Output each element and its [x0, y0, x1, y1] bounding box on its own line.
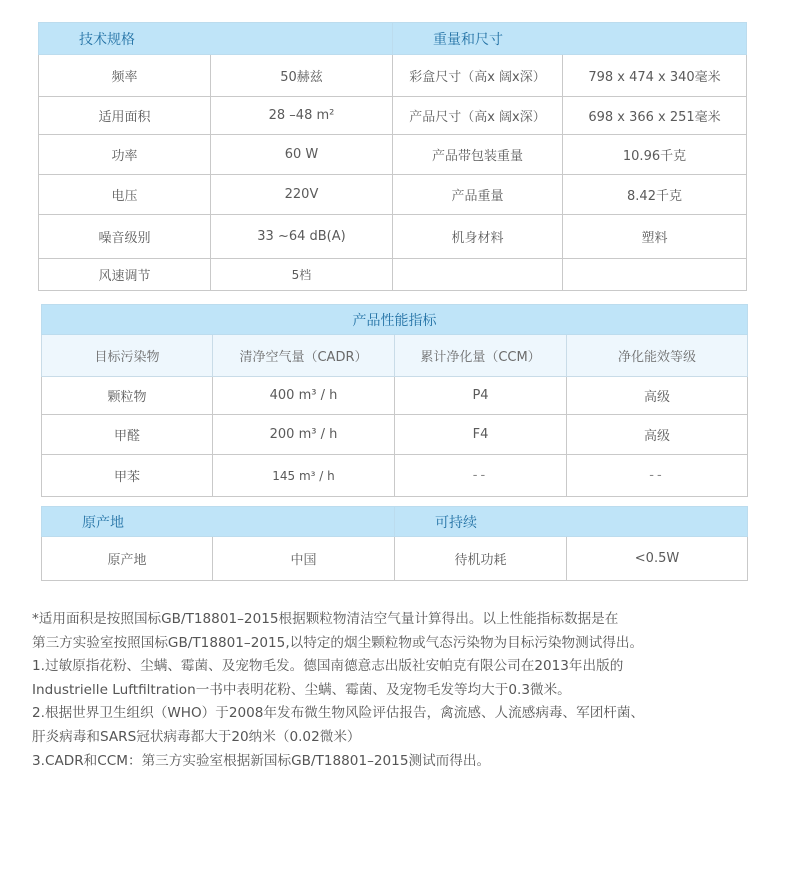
- spec-label: 机身材料: [393, 215, 563, 259]
- footnote-line: 3.CADR和CCM：第三方实验室根据新国标GB/T18801–2015测试而得出。: [32, 752, 491, 769]
- specs-header: 技术规格: [39, 23, 393, 55]
- origin-table: [41, 506, 748, 581]
- footnote-line: Industrielle Luftfiltration一书中表明花粉、尘螨、霉菌、及宠物毛发等均大于0.3微米。: [32, 681, 571, 698]
- footnote-line: 第三方实验室按照国标GB/T18801–2015,以特定的烟尘颗粒物或气态污染物为目标污染物测试得出。: [32, 634, 644, 651]
- spec-label: 电压: [39, 175, 211, 215]
- spec-value: 5档: [211, 259, 393, 291]
- column-header: 清净空气量（CADR）: [213, 335, 395, 377]
- origin-value: 中国: [213, 537, 395, 581]
- table-row: [39, 55, 747, 97]
- sustainability-header: 可持续: [395, 507, 748, 537]
- spec-label: 产品带包装重量: [393, 135, 563, 175]
- origin-header: 原产地: [42, 507, 395, 537]
- cadr-cell: 400 m³ / h: [213, 377, 395, 415]
- table-row: [39, 215, 747, 259]
- footnote-line: *适用面积是按照国标GB/T18801–2015根据颗粒物清洁空气量计算得出。以上性能指标数据是在: [32, 611, 619, 627]
- column-headers: [42, 335, 748, 377]
- spec-value: 塑料: [563, 215, 747, 259]
- spec-label: 频率: [39, 55, 211, 97]
- spec-value: 798 x 474 x 340毫米: [563, 55, 747, 97]
- origin-label: 原产地: [42, 537, 213, 581]
- spec-label: 噪音级别: [39, 215, 211, 259]
- standby-power-value: <0.5W: [567, 537, 748, 581]
- pollutant-cell: 颗粒物: [42, 377, 213, 415]
- spec-value: 33 ~64 dB(A): [211, 215, 393, 259]
- footnote-line: 1.过敏原指花粉、尘螨、霉菌、及宠物毛发。德国南德意志出版社安帕克有限公司在2013年出版的: [32, 658, 624, 675]
- specs-table: [38, 22, 747, 291]
- table-row: [39, 175, 747, 215]
- spec-label: 产品尺寸（高x 阔x深）: [393, 97, 563, 135]
- column-header: 净化能效等级: [567, 335, 748, 377]
- spec-label: 风速调节: [39, 259, 211, 291]
- spec-value: 50赫兹: [211, 55, 393, 97]
- table-row: [42, 455, 748, 497]
- table-row: [42, 415, 748, 455]
- spec-label: 产品重量: [393, 175, 563, 215]
- ccm-cell: F4: [395, 415, 567, 455]
- spec-label: 彩盒尺寸（高x 阔x深）: [393, 55, 563, 97]
- column-header: 目标污染物: [42, 335, 213, 377]
- table-row: [42, 377, 748, 415]
- efficiency-cell: 高级: [567, 415, 748, 455]
- efficiency-cell: 高级: [567, 377, 748, 415]
- pollutant-cell: 甲醛: [42, 415, 213, 455]
- spec-value: 8.42千克: [563, 175, 747, 215]
- spec-value: 698 x 366 x 251毫米: [563, 97, 747, 135]
- spec-label: 功率: [39, 135, 211, 175]
- standby-power-label: 待机功耗: [395, 537, 567, 581]
- weight-size-header: 重量和尺寸: [393, 23, 747, 55]
- pollutant-cell: 甲苯: [42, 455, 213, 497]
- table-row: [39, 259, 747, 291]
- cadr-cell: 200 m³ / h: [213, 415, 395, 455]
- spec-value: 60 W: [211, 135, 393, 175]
- table-row: [39, 135, 747, 175]
- column-header: 累计净化量（CCM）: [395, 335, 567, 377]
- footnote-line: 2.根据世界卫生组织（WHO）于2008年发布微生物风险评估报告，禽流感、人流感病毒、军团杆菌、: [32, 705, 645, 722]
- spec-value: 220V: [211, 175, 393, 215]
- ccm-cell: --: [395, 455, 567, 497]
- table-row: [42, 537, 748, 581]
- performance-table: [41, 304, 748, 497]
- performance-header: 产品性能指标: [42, 305, 748, 335]
- cadr-cell: 145 m³ / h: [213, 455, 395, 497]
- footnote-line: 肝炎病毒和SARS冠状病毒都大于20纳米（0.02微米）: [32, 728, 361, 745]
- efficiency-cell: --: [567, 455, 748, 497]
- spec-label: [393, 259, 563, 291]
- spec-value: [563, 259, 747, 291]
- table-row: [39, 97, 747, 135]
- spec-label: 适用面积: [39, 97, 211, 135]
- spec-value: 28 –48 m²: [211, 97, 393, 135]
- footnotes: [32, 608, 772, 773]
- spec-value: 10.96千克: [563, 135, 747, 175]
- ccm-cell: P4: [395, 377, 567, 415]
